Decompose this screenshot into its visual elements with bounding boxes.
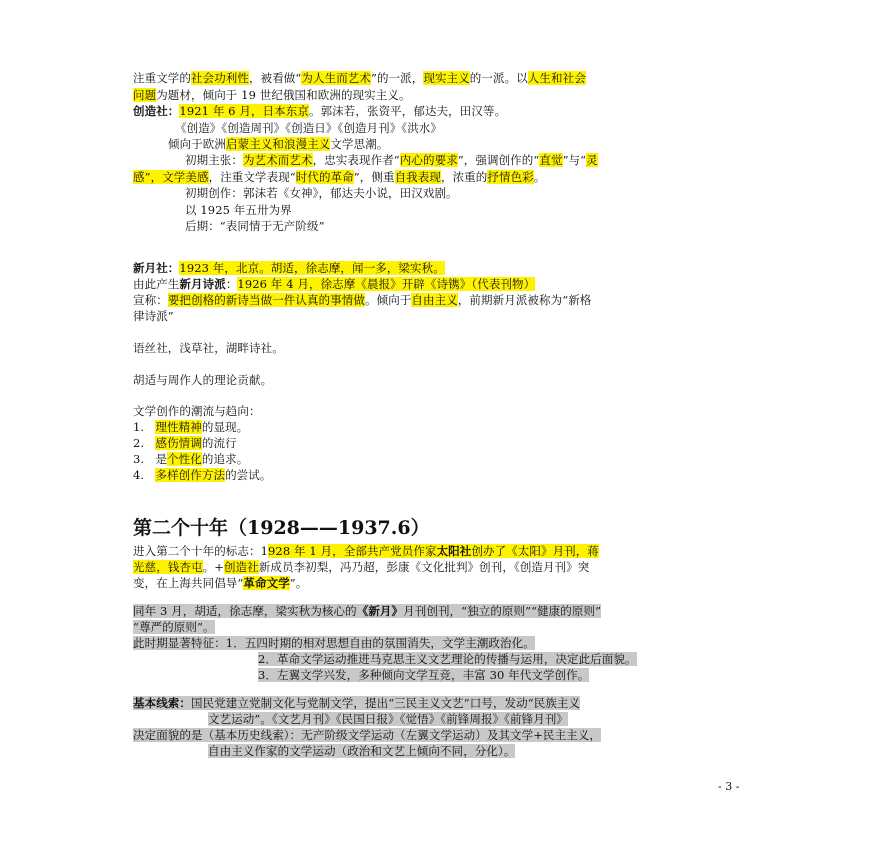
text-line: 新月社：1923 年，北京。胡适，徐志摩，闻一多，梁实秋。 — [133, 261, 445, 275]
list-item: 4. 多样创作方法的尝试。 — [133, 468, 272, 482]
list-item: 1. 理性精神的显现。 — [133, 420, 249, 434]
text-line: 自由主义作家的文学运动（政治和文艺上倾向不同，分化）。 — [208, 744, 516, 758]
text-line: 文艺运动”。《文艺月刊》《民国日报》《觉悟》《前锋周报》《前锋月刊》 — [208, 712, 569, 726]
text-line: 后期：“表同情于无产阶级” — [185, 219, 325, 233]
text-line: 进入第二个十年的标志：1928 年 1 月，全部共产党员作家太阳社创办了《太阳》月刊，蒋 — [133, 544, 599, 558]
text-line: 感”，文学美感，注重文学表现“时代的革命”，侧重自我表现，浓重的抒情色彩。 — [133, 170, 546, 184]
text-line: “尊严的原则”。 — [133, 620, 215, 634]
text-line: 问题为题材，倾向于 19 世纪俄国和欧洲的现实主义。 — [133, 88, 411, 102]
list-item: 3. 是个性化的追求。 — [133, 452, 249, 466]
text-line: 光慈，钱杏屯。+创造社新成员李初梨，冯乃超，彭康《文化批判》创刊，《创造月刊》突 — [133, 560, 590, 574]
page-number: - 3 - — [718, 780, 740, 793]
text-line: 初期主张：为艺术而艺术，忠实表现作者“内心的要求”，强调创作的“直觉”与“灵 — [185, 153, 598, 167]
list-item: 2. 感伤情调的流行 — [133, 436, 237, 450]
text-line: 决定面貌的是（基本历史线索）：无产阶级文学运动（左翼文学运动）及其文学+民主主义， — [133, 728, 601, 742]
text-line: 初期创作：郭沫若《女神》，郁达夫小说，田汉戏剧。 — [185, 186, 458, 200]
text-line: 同年 3 月，胡适，徐志摩，梁实秋为核心的《新月》月刊创刊，“独立的原则”“健康的原则” — [133, 604, 602, 618]
text-line: 创造社：1921 年 6 月，日本东京。郭沫若，张资平，郁达夫，田汉等。 — [133, 104, 507, 118]
text-line: 此时期显著特征：1．五四时期的相对思想自由的氛围消失，文学主潮政治化。 — [133, 636, 535, 650]
text-line: 文学创作的潮流与趋向： — [133, 404, 261, 418]
text-line: 由此产生新月诗派：1926 年 4 月，徐志摩《晨报》开辟《诗镌》（代表刊物） — [133, 277, 536, 291]
text-line: 以 1925 年五卅为界 — [185, 203, 292, 217]
text-line: 胡适与周作人的理论贡献。 — [133, 373, 273, 387]
text-line: 变，在上海共同倡导“革命文学”。 — [133, 576, 308, 590]
text-line: 宣称：要把创格的新诗当做一件认真的事情做。倾向于自由主义，前期新月派被称为“新格 — [133, 293, 592, 307]
text-line: 律诗派” — [133, 309, 174, 323]
text-line: 语丝社，浅草社，湖畔诗社。 — [133, 341, 284, 355]
text-line: 3．左翼文学兴发，多种倾向文学互竞，丰富 30 年代文学创作。 — [258, 668, 590, 682]
text-line: 基本线索：国民党建立党制文化与党制文学，提出“三民主义文艺”口号，发动“民族主义 — [133, 696, 581, 710]
section-heading: 第二个十年（1928——1937.6） — [133, 517, 430, 539]
text-line: 倾向于欧洲启蒙主义和浪漫主义文学思潮。 — [168, 137, 389, 151]
text-line: 2．革命文学运动推进马克思主义文艺理论的传播与运用，决定此后面貌。 — [258, 652, 637, 666]
text-line: 注重文学的社会功利性，被看做“为人生而艺术”的一派，现实主义的一派。以人生和社会 — [133, 71, 586, 85]
text-line: 《创造》《创造周刊》《创造日》《创造月刊》《洪水》 — [175, 121, 442, 135]
